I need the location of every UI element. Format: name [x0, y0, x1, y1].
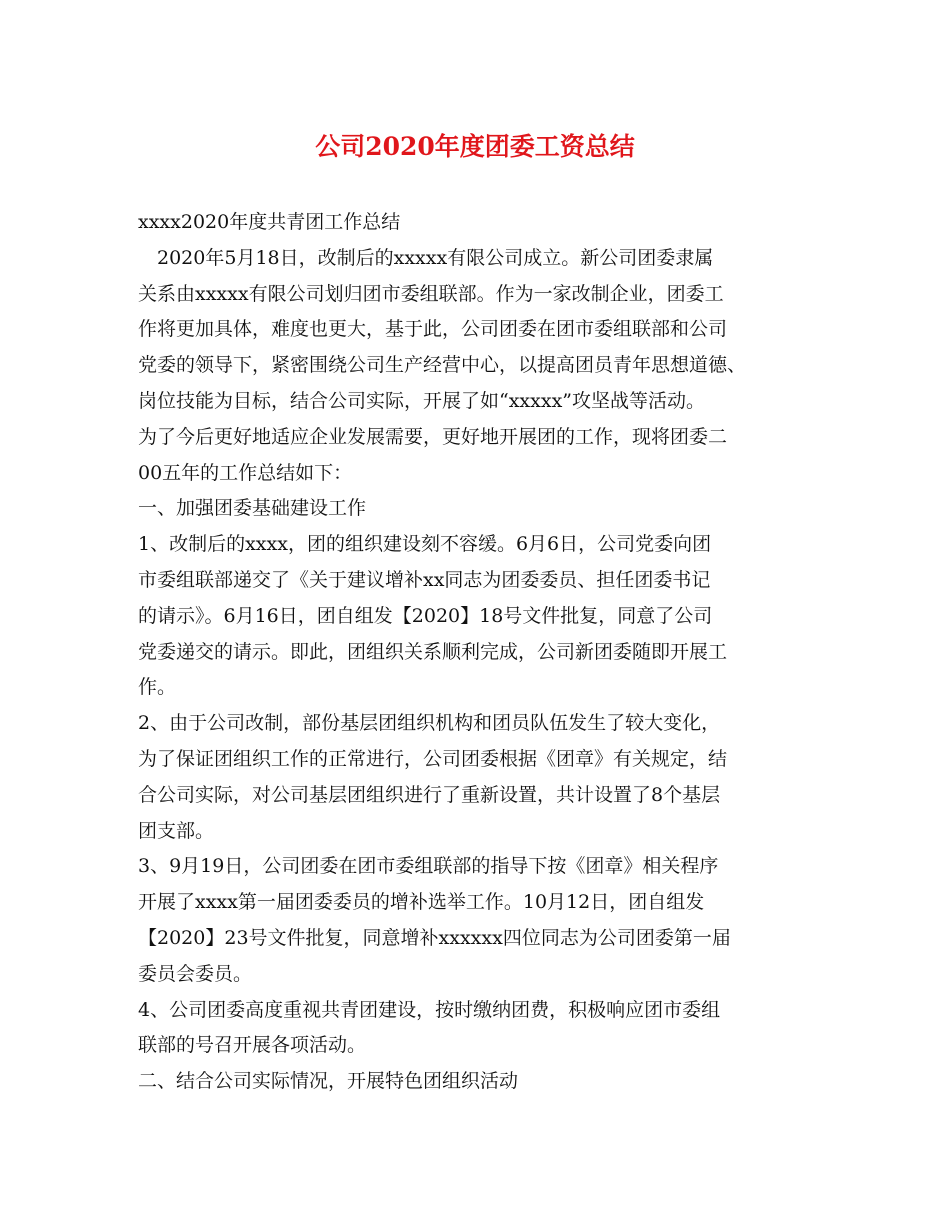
paragraph-line: 【2020】23号文件批复，同意增补xxxxxx四位同志为公司团委第一届 [138, 926, 731, 949]
section-heading: 一、加强团委基础建设工作 [138, 497, 367, 520]
paragraph-line: 岗位技能为目标，结合公司实际，开展了如“xxxxx”攻坚战等活动。 [138, 389, 706, 412]
paragraph-line: 的请示》。6月16日，团自组发【2020】18号文件批复，同意了公司 [138, 604, 713, 627]
subtitle-line: xxxx2020年度共青团工作总结 [138, 211, 401, 233]
paragraph-line: 4、公司团委高度重视共青团建设，按时缴纳团费，积极响应团市委组 [138, 998, 721, 1021]
paragraph-line: 市委组联部递交了《关于建议增补xx同志为团委委员、担任团委书记 [138, 568, 711, 591]
paragraph-line: 关系由xxxxx有限公司划归团市委组联部。作为一家改制企业，团委工 [138, 282, 724, 305]
paragraph-line: 为了保证团组织工作的正常进行，公司团委根据《团章》有关规定，结 [138, 747, 728, 770]
paragraph-line: 联部的号召开展各项活动。 [138, 1034, 367, 1057]
document-title: 公司2020年度团委工资总结 [315, 132, 635, 161]
paragraph-line: 3、9月19日，公司团委在团市委组联部的指导下按《团章》相关程序 [138, 855, 719, 878]
paragraph-line: 作将更加具体，难度也更大，基于此，公司团委在团市委组联部和公司 [138, 318, 728, 341]
paragraph-line: 2020年5月18日，改制后的xxxxx有限公司成立。新公司团委隶属 [157, 246, 714, 269]
paragraph-line: 党委递交的请示。即此，团组织关系顺利完成，公司新团委随即开展工 [138, 640, 728, 663]
paragraph-line: 合公司实际，对公司基层团组织进行了重新设置，共计设置了8个基层 [138, 783, 721, 806]
paragraph-line: 2、由于公司改制，部份基层团组织机构和团员队伍发生了较大变化， [138, 712, 721, 735]
paragraph-line: 党委的领导下，紧密围绕公司生产经营中心，以提高团员青年思想道德、 [138, 354, 747, 377]
paragraph-line: 1、改制后的xxxx，团的组织建设刻不容缓。6月6日，公司党委向团 [138, 533, 712, 556]
paragraph-line: 00五年的工作总结如下： [138, 461, 353, 484]
paragraph-line: 开展了xxxx第一届团委委员的增补选举工作。10月12日，团自组发 [138, 891, 705, 914]
section-heading: 二、结合公司实际情况，开展特色团组织活动 [138, 1070, 519, 1093]
paragraph-line: 团支部。 [138, 819, 215, 842]
document-body [138, 205, 828, 1100]
paragraph-line: 委员会委员。 [138, 962, 253, 985]
paragraph-line: 为了今后更好地适应企业发展需要，更好地开展团的工作，现将团委二 [138, 425, 728, 448]
paragraph-line: 作。 [138, 676, 177, 699]
